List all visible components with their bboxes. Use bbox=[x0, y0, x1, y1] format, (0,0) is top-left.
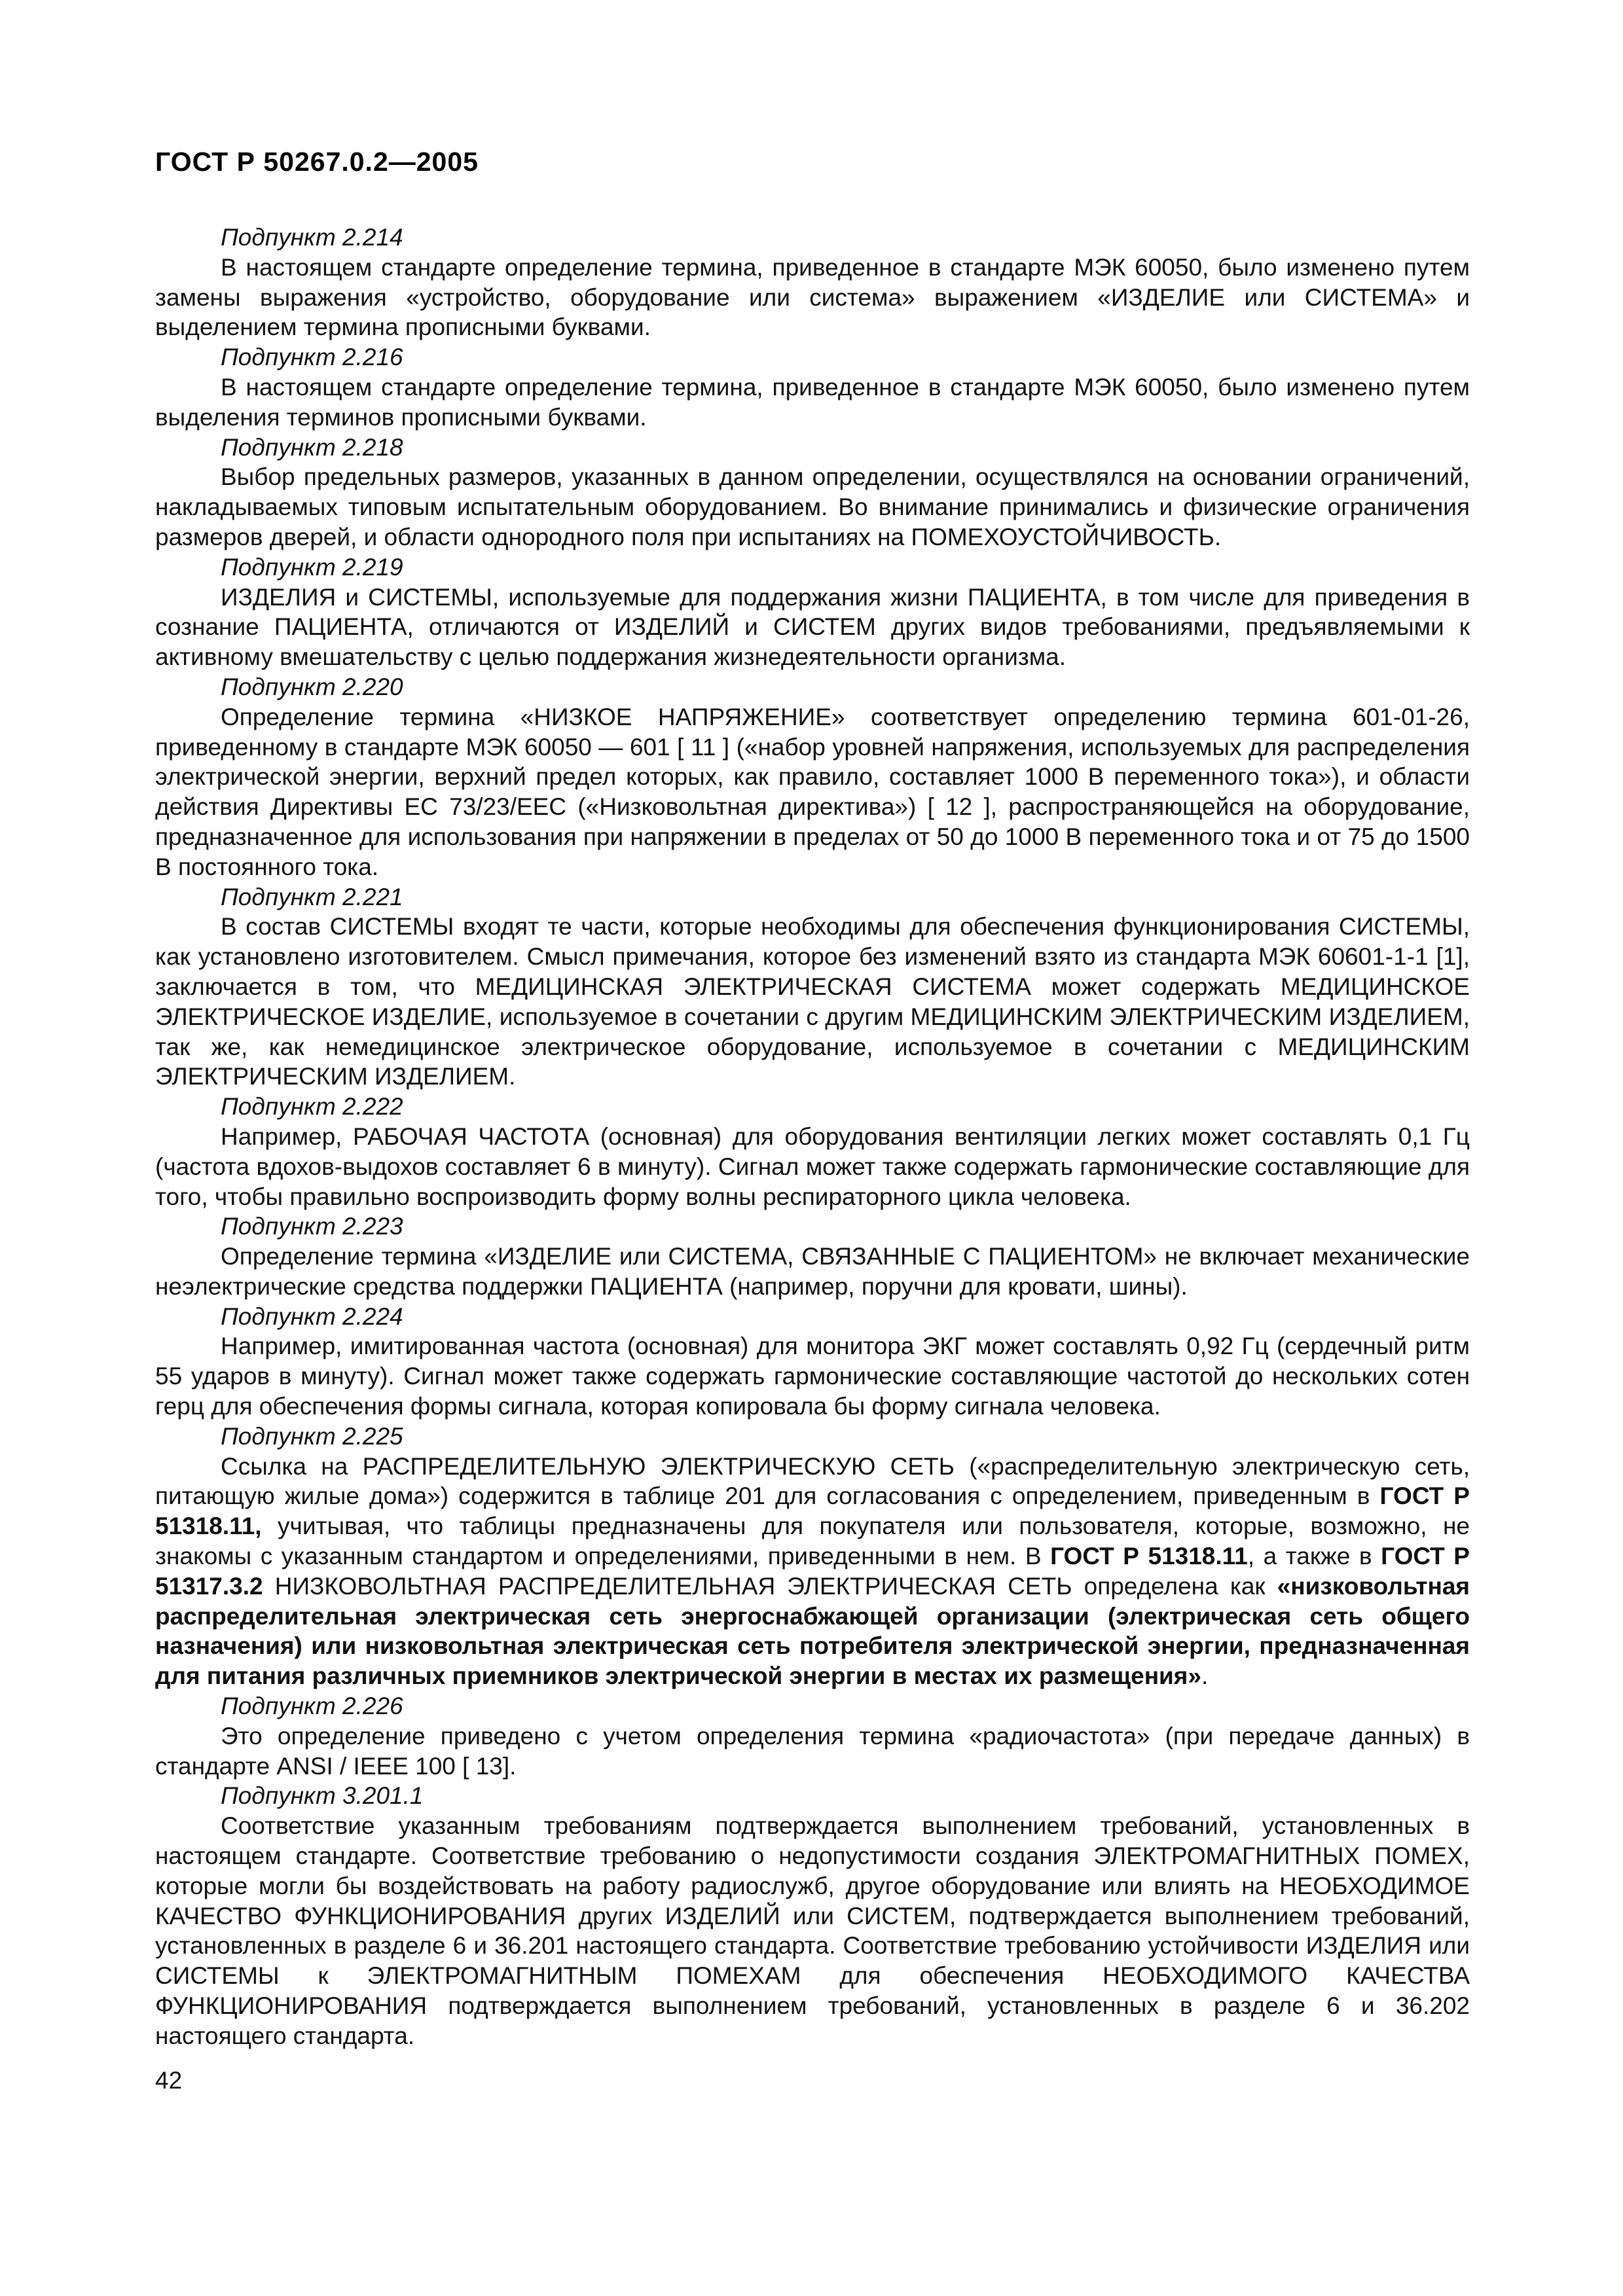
document-header bbox=[155, 145, 479, 178]
paragraph-text: Например, имитированная частота (основная) для монитора ЭКГ может составлять 0,92 Гц (сердечный ритм 55 ударов в минуту). Сигнал может также содержать гармонические составляющие частотой до нескольких сотен герц для обеспечения формы сигнала, которая копировала бы форму сигнала человека. bbox=[155, 1333, 1470, 1420]
subclause-label: Подпункт 2.218 bbox=[221, 433, 403, 461]
bold-reference: ГОСТ Р 51318.11, bbox=[155, 1482, 1470, 1540]
subclause-label: Подпункт 2.214 bbox=[221, 224, 403, 251]
paragraph-text: , а также в bbox=[1247, 1543, 1381, 1570]
paragraph-text: В настоящем стандарте определение термина, приведенное в стандарте МЭК 60050, было изменено путем замены выражения «устройство, оборудование или система» выражением «ИЗДЕЛИЕ или СИСТЕМА» и выделением термина прописными буквами. bbox=[155, 253, 1470, 341]
subclause-paragraph bbox=[155, 912, 1470, 1092]
bold-reference: ГОСТ Р 51317.3.2 bbox=[155, 1543, 1470, 1600]
document-body bbox=[155, 223, 1470, 2051]
paragraph-text: ИЗДЕЛИЯ и СИСТЕМЫ, используемые для поддержания жизни ПАЦИЕНТА, в том числе для приведения в сознание ПАЦИЕНТА, отличаются от ИЗДЕЛИЙ и СИСТЕМ других видов требованиями, предъявляемыми к активному вмешательству с целью поддержания жизнедеятельности организма. bbox=[155, 583, 1470, 671]
subclause-paragraph bbox=[155, 1721, 1470, 1782]
subclause-label: Подпункт 2.221 bbox=[221, 883, 403, 910]
page-number: 42 bbox=[155, 2067, 183, 2094]
paragraph-text: Ссылка на РАСПРЕДЕЛИТЕЛЬНУЮ ЭЛЕКТРИЧЕСКУЮ СЕТЬ («распределительную электрическую сеть, питающую жилые дома») содержится в таблице 201 для согласования с определением, приведенным в bbox=[155, 1452, 1470, 1510]
subclause-paragraph bbox=[155, 253, 1470, 342]
subclause-paragraph bbox=[155, 583, 1470, 672]
paragraph-text: Это определение приведено с учетом определения термина «радиочастота» (при передаче данных) в стандарте ANSI / IEEE 100 [ 13]. bbox=[155, 1722, 1470, 1780]
paragraph-text: В настоящем стандарте определение термина, приведенное в стандарте МЭК 60050, было изменено путем выделения терминов прописными буквами. bbox=[155, 373, 1470, 431]
subclause-paragraph bbox=[155, 372, 1470, 433]
standard-title: ГОСТ Р 50267.0.2—2005 bbox=[155, 147, 479, 177]
paragraph-text: НИЗКОВОЛЬТНАЯ РАСПРЕДЕЛИТЕЛЬНАЯ ЭЛЕКТРИЧЕСКАЯ СЕТЬ определена как bbox=[263, 1572, 1277, 1600]
bold-reference: «низковольтная распределительная электрическая сеть энергоснабжающей организации (электрическая сеть общего назначения) или низковольтная электрическая сеть потребителя электрической энергии, предназначенная для питания различных приемников электрической энергии в местах их размещения» bbox=[155, 1572, 1470, 1690]
subclause-paragraph bbox=[155, 1122, 1470, 1211]
subclause-paragraph bbox=[155, 1331, 1470, 1421]
bold-reference: ГОСТ Р 51318.11 bbox=[1050, 1543, 1248, 1570]
subclause-label: Подпункт 2.226 bbox=[221, 1693, 403, 1720]
paragraph-text: Например, РАБОЧАЯ ЧАСТОТА (основная) для оборудования вентиляции легких может составлять 0,1 Гц (частота вдохов-выдохов составляет 6 в минуту). Сигнал может также содержать гармонические составляющие для того, чтобы правильно воспроизводить форму волны респираторного цикла человека. bbox=[155, 1122, 1470, 1210]
subclause-label: Подпункт 2.225 bbox=[221, 1422, 403, 1450]
subclause-label: Подпункт 2.223 bbox=[221, 1213, 403, 1240]
paragraph-text: Выбор предельных размеров, указанных в данном определении, осуществлялся на основании ограничений, накладываемых типовым испытательным оборудованием. Во внимание принимались и физические ограничения размеров дверей, и области однородного поля при испытаниях на ПОМЕХОУСТОЙЧИВОСТЬ. bbox=[155, 463, 1470, 550]
subclause-paragraph bbox=[155, 462, 1470, 552]
paragraph-text: учитывая, что таблицы предназначены для покупателя или пользователя, которые, возможно, не знакомы с указанным стандартом и определениями, приведенными в нем. В bbox=[155, 1513, 1470, 1570]
subclause-paragraph bbox=[155, 1811, 1470, 2051]
subclause-paragraph bbox=[155, 702, 1470, 882]
subclause-label: Подпункт 2.216 bbox=[221, 344, 403, 371]
subclause-label: Подпункт 2.219 bbox=[221, 553, 403, 581]
paragraph-text: В состав СИСТЕМЫ входят те части, которые необходимы для обеспечения функционирования СИСТЕМЫ, как установлено изготовителем. Смысл примечания, которое без изменений взято из стандарта МЭК 60601-1-1 [1], заключается в том, что МЕДИЦИНСКАЯ ЭЛЕКТРИЧЕСКАЯ СИСТЕМА может содержать МЕДИЦИНСКОЕ ЭЛЕКТРИЧЕСКОЕ ИЗДЕЛИЕ, используемое в сочетании с другим МЕДИЦИНСКИМ ЭЛЕКТРИЧЕСКИМ ИЗДЕЛИЕМ, так же, как немедицинское электрическое оборудование, используемое в сочетании с МЕДИЦИНСКИМ ЭЛЕКТРИЧЕСКИМ ИЗДЕЛИЕМ. bbox=[155, 913, 1470, 1090]
paragraph-text: Определение термина «НИЗКОЕ НАПРЯЖЕНИЕ» соответствует определению термина 601-01-26, приведенному в стандарте МЭК 60050 — 601 [ 11 ] («набор уровней напряжения, используемых для распределения электрической энергии, верхний предел которых, как правило, составляет 1000 В переменного тока»), и области действия Директивы ЕС 73/23/ЕЕС («Низковольтная директива») [ 12 ], распространяющейся на оборудование, предназначенное для использования при напряжении в пределах от 50 до 1000 В переменного тока и от 75 до 1500 В постоянного тока. bbox=[155, 703, 1470, 880]
subclause-label: Подпункт 2.224 bbox=[221, 1302, 403, 1330]
subclause-label: Подпункт 3.201.1 bbox=[221, 1782, 424, 1810]
paragraph-text: . bbox=[1201, 1662, 1209, 1690]
paragraph-text: Определение термина «ИЗДЕЛИЕ или СИСТЕМА, СВЯЗАННЫЕ С ПАЦИЕНТОМ» не включает механические неэлектрические средства поддержки ПАЦИЕНТА (например, поручни для кровати, шины). bbox=[155, 1243, 1470, 1300]
subclause-label: Подпункт 2.220 bbox=[221, 673, 403, 700]
paragraph-text: Соответствие указанным требованиям подтверждается выполнением требований, установленных в настоящем стандарте. Соответствие требованию о недопустимости создания ЭЛЕКТРОМАГНИТНЫХ ПОМЕХ, которые могли бы воздействовать на работу радиослужб, другое оборудование или влиять на НЕОБХОДИМОЕ КАЧЕСТВО ФУНКЦИОНИРОВАНИЯ других ИЗДЕЛИЙ или СИСТЕМ, подтверждается выполнением требований, установленных в разделе 6 и 36.201 настоящего стандарта. Соответствие требованию устойчивости ИЗДЕЛИЯ или СИСТЕМЫ к ЭЛЕКТРОМАГНИТНЫМ ПОМЕХАМ для обеспечения НЕОБХОДИМОГО КАЧЕСТВА ФУНКЦИОНИРОВАНИЯ подтверждается выполнением требований, установленных в разделе 6 и 36.202 настоящего стандарта. bbox=[155, 1812, 1470, 2049]
subclause-paragraph bbox=[155, 1242, 1470, 1302]
subclause-label: Подпункт 2.222 bbox=[221, 1093, 403, 1121]
subclause-paragraph bbox=[155, 1452, 1470, 1691]
